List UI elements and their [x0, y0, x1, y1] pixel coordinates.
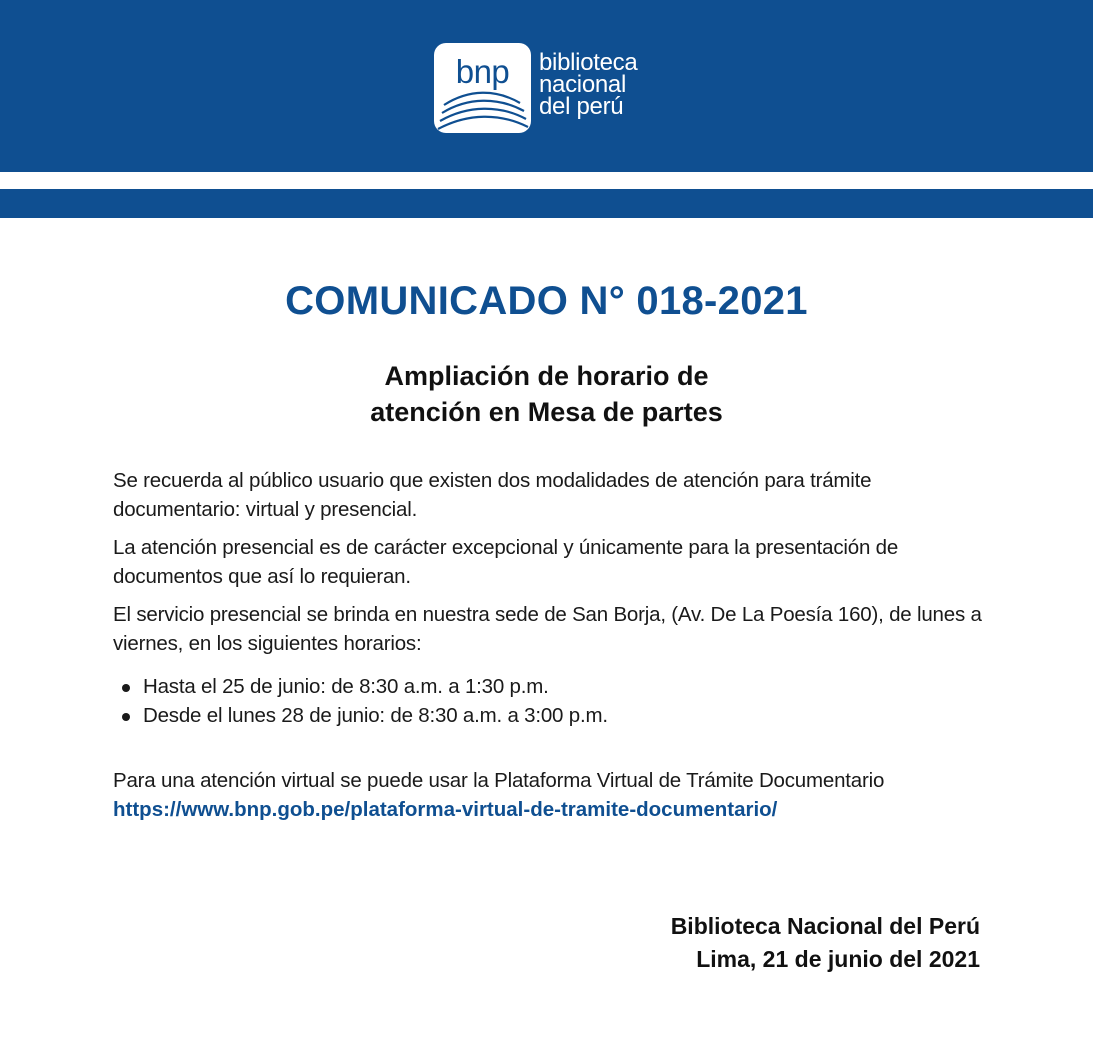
paragraph: El servicio presencial se brinda en nuestra sede de San Borja, (Av. De La Poesía 160), de lunes a viernes, en los siguientes horarios:	[113, 603, 982, 655]
logo-word: del perú	[539, 93, 624, 120]
header-banner	[0, 0, 1093, 172]
subtitle-line: Ampliación de horario de	[384, 361, 709, 391]
page-title: COMUNICADO N° 018-2021	[285, 279, 808, 323]
waves-icon	[434, 91, 531, 133]
bullet-icon	[122, 684, 130, 692]
subtitle-line: atención en Mesa de partes	[370, 397, 723, 427]
closing-paragraph	[113, 766, 993, 824]
notice-body	[113, 466, 993, 824]
list-item-text: Hasta el 25 de junio: de 8:30 a.m. a 1:30 p.m.	[143, 675, 549, 698]
list-item	[113, 701, 993, 730]
bnp-logo	[434, 43, 637, 133]
logo-word: nacional	[539, 71, 627, 98]
paragraph: La atención presencial es de carácter excepcional y únicamente para la presentación de documentos que así lo requieran.	[113, 536, 899, 588]
subtitle	[0, 358, 1093, 430]
logo-wordmark	[539, 49, 638, 120]
signature-line: Biblioteca Nacional del Perú	[670, 913, 980, 939]
logo-mark-text: bnp	[455, 53, 510, 90]
signature-line: Lima, 21 de junio del 2021	[696, 946, 980, 972]
logo-mark	[434, 43, 531, 133]
header-stripe	[0, 189, 1093, 218]
schedule-list	[113, 672, 993, 730]
closing-text: Para una atención virtual se puede usar la Plataforma Virtual de Trámite Documentario	[113, 769, 885, 792]
platform-link[interactable]: https://www.bnp.gob.pe/plataforma-virtual-de-tramite-documentario/	[113, 798, 778, 821]
paragraph: Se recuerda al público usuario que existen dos modalidades de atención para trámite documentario: virtual y presencial.	[113, 469, 872, 521]
list-item	[113, 672, 993, 701]
bullet-icon	[122, 713, 130, 721]
list-item-text: Desde el lunes 28 de junio: de 8:30 a.m. a 3:00 p.m.	[143, 704, 608, 727]
signature	[671, 910, 980, 976]
logo-word: biblioteca	[539, 49, 638, 76]
